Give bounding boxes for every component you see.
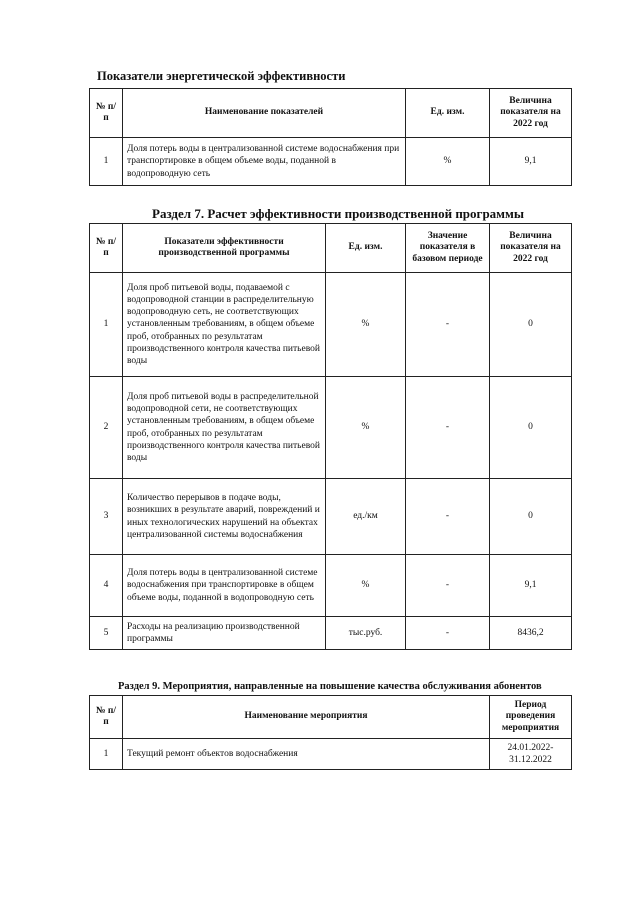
- table-row: [90, 138, 572, 186]
- table-row: [90, 479, 572, 555]
- column-header-name: Наименование показателей: [123, 89, 406, 138]
- column-header-unit: Ед. изм.: [406, 89, 490, 138]
- column-header-name: Показатели эффективности производственной программы: [123, 224, 326, 273]
- row-indicator-name: Количество перерывов в подаче воды, возникших в результате аварий, повреждений и иных технологических нарушений на объектах централизованной системы водоснабжения: [123, 479, 326, 555]
- row-value: 8436,2: [490, 617, 572, 650]
- row-unit: %: [326, 555, 406, 617]
- section9-title: Раздел 9. Мероприятия, направленные на повышение качества обслуживания абонентов: [118, 681, 542, 692]
- row-value: 9,1: [490, 555, 572, 617]
- row-number: 3: [90, 479, 123, 555]
- table-row: [90, 555, 572, 617]
- column-header-unit: Ед. изм.: [326, 224, 406, 273]
- section7-title: Раздел 7. Расчет эффективности производственной программы: [152, 206, 525, 221]
- row-base-value: -: [406, 479, 490, 555]
- table-header-row: [90, 224, 572, 273]
- row-measure-name: Текущий ремонт объектов водоснабжения: [123, 739, 490, 770]
- section7-efficiency-table: [89, 223, 572, 650]
- row-unit: %: [326, 377, 406, 479]
- row-indicator-name: Доля потерь воды в централизованной системе водоснабжения при транспортировке в общем объеме воды, поданной в водопроводную сеть: [123, 138, 406, 186]
- row-indicator-name: Доля потерь воды в централизованной системе водоснабжения при транспортировке в общем объеме воды, поданной в водопроводную сеть: [123, 555, 326, 617]
- column-header-number: № п/п: [90, 696, 123, 739]
- row-number: 5: [90, 617, 123, 650]
- row-base-value: -: [406, 555, 490, 617]
- column-header-value: Величина показателя на 2022 год: [490, 89, 572, 138]
- column-header-number: № п/п: [90, 224, 123, 273]
- section9-measures-table: [89, 695, 572, 770]
- row-base-value: -: [406, 273, 490, 377]
- row-indicator-name: Доля проб питьевой воды в распределительной водопроводной сети, не соответствующих установленным требованиям, в общем объеме проб, отобранных по результатам производственного контроля качества питьевой воды: [123, 377, 326, 479]
- column-header-period: Период проведения мероприятия: [490, 696, 572, 739]
- row-value: 9,1: [490, 138, 572, 186]
- row-value: 0: [490, 377, 572, 479]
- row-number: 1: [90, 138, 123, 186]
- table-header-row: [90, 696, 572, 739]
- row-indicator-name: Расходы на реализацию производственной программы: [123, 617, 326, 650]
- row-indicator-name: Доля проб питьевой воды, подаваемой с водопроводной станции в распределительную водопроводную сеть, не соответствующих установленным требованиям, в общем объеме проб, отобранных по результатам производственного контроля качества питьевой воды: [123, 273, 326, 377]
- row-unit: %: [406, 138, 490, 186]
- row-number: 2: [90, 377, 123, 479]
- table-row: [90, 273, 572, 377]
- table-row: [90, 377, 572, 479]
- row-base-value: -: [406, 617, 490, 650]
- row-unit: тыс.руб.: [326, 617, 406, 650]
- row-number: 1: [90, 739, 123, 770]
- column-header-number: № п/п: [90, 89, 123, 138]
- table-header-row: [90, 89, 572, 138]
- column-header-base: Значение показателя в базовом периоде: [406, 224, 490, 273]
- table-row: [90, 739, 572, 770]
- row-unit: ед./км: [326, 479, 406, 555]
- energy-indicators-table: [89, 88, 572, 186]
- energy-section-title: Показатели энергетической эффективности: [97, 69, 346, 83]
- column-header-value: Величина показателя на 2022 год: [490, 224, 572, 273]
- row-base-value: -: [406, 377, 490, 479]
- column-header-name: Наименование мероприятия: [123, 696, 490, 739]
- row-unit: %: [326, 273, 406, 377]
- row-value: 0: [490, 479, 572, 555]
- row-value: 0: [490, 273, 572, 377]
- row-number: 1: [90, 273, 123, 377]
- row-period: 24.01.2022-31.12.2022: [490, 739, 572, 770]
- table-row: [90, 617, 572, 650]
- row-number: 4: [90, 555, 123, 617]
